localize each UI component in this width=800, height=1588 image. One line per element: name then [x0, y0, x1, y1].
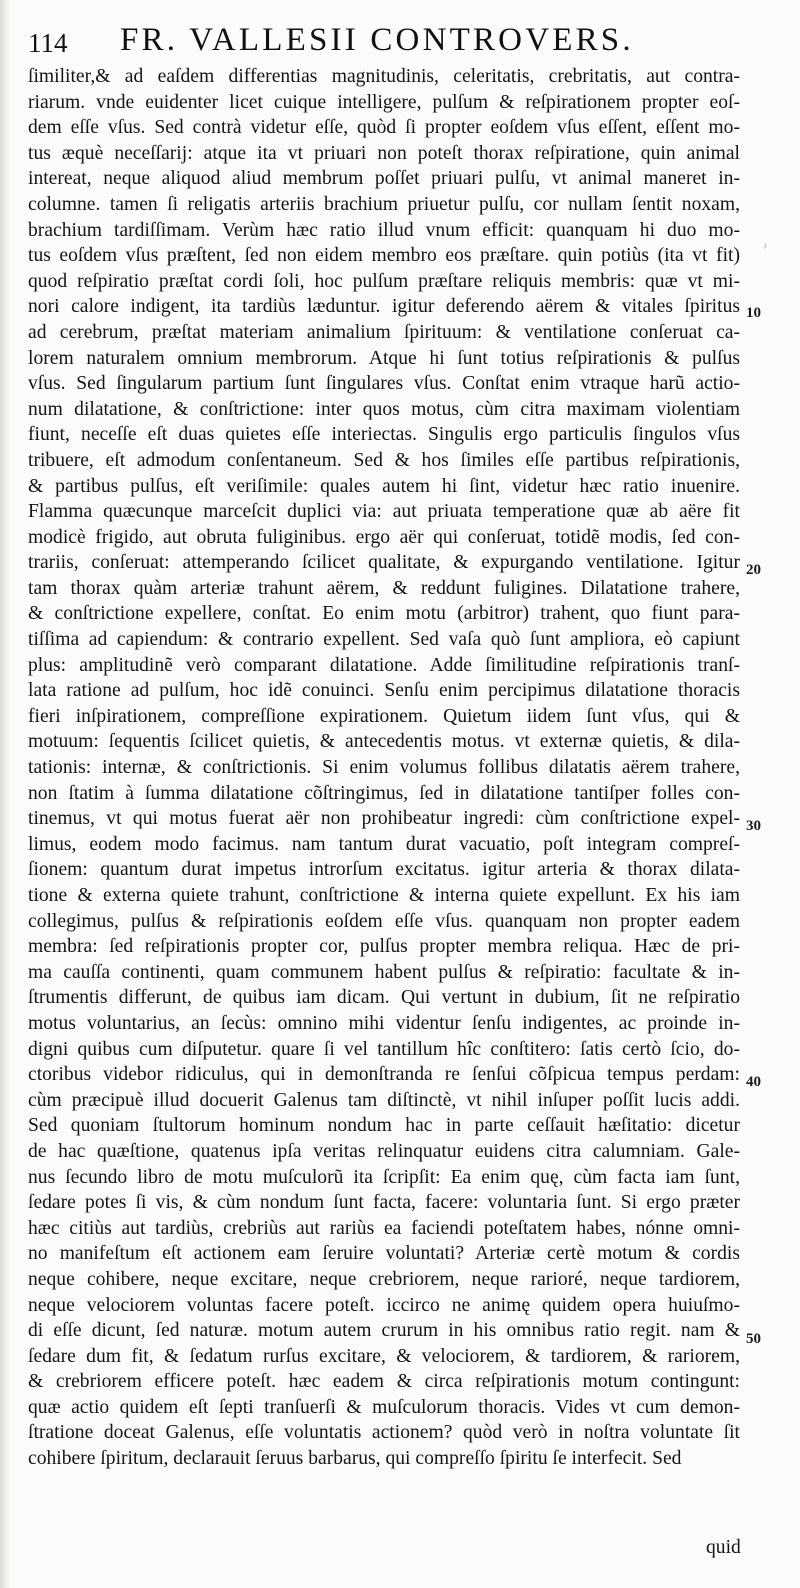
text-line: ſimiliter,& ad eaſdem differentias magnitudinis, celeritatis, crebritatis, aut contra-	[28, 66, 740, 87]
text-line: motuum: ſequentis ſcilicet quietis, & antecedentis motus. vt externæ quietis, & dila-	[28, 731, 740, 753]
text-line: ſionem: quantum durat impetus introrſum excitatus. igitur arteria & thorax dilata-	[28, 859, 740, 881]
text-line: plus: amplitudinẽ verò comparant dilatatione. Adde ſimilitudine reſpirationis tranſ-	[28, 654, 740, 676]
text-line: ſtratione doceat Galenus, eſſe voluntatis actionem? quòd verò in noſtra voluntate ſit	[28, 1422, 740, 1444]
text-line: ad cerebrum, præſtat materiam animalium ſpirituum: & ventilatione conſeruat ca-	[28, 321, 740, 343]
text-line: vſus. Sed ſingularum partium ſunt ſingulares vſus. Conſtat enim vtraque harũ actio-	[28, 373, 740, 395]
text-line: hæc citiùs aut tardiùs, crebriùs aut rariùs ea faciendi poteſtatem habes, nónne omni-	[28, 1217, 740, 1239]
text-line: dem eſſe vſus. Sed contrà videtur eſſe, quòd ſi propter eoſdem vſus eſſent, eſſent mo-	[28, 117, 740, 139]
text-line: neque velociorem voluntas facere poteſt. iccirco ne animę quidem opera huiuſmo-	[28, 1294, 740, 1316]
text-line: tationis: internæ, & conſtrictionis. Si enim volumus follibus dilatatis aërem trahere,	[28, 757, 740, 779]
text-line: quod reſpiratio præſtat cordi ſoli, hoc pulſum præſtare reliquis membris: quæ vt mi-	[28, 270, 740, 292]
text-line: de hac quæſtione, quatenus ipſa veritas relinquatur euidens citra calumniam. Gale-	[28, 1140, 740, 1162]
text-line: tinemus, vt qui motus fuerat aër non prohibeatur ingredi: cùm conſtrictione expel-	[28, 808, 740, 830]
line-number-marker: 30	[746, 818, 761, 834]
text-line: fieri inſpirationem, compreſſione expirationem. Quietum iidem ſunt vſus, qui &	[28, 705, 740, 727]
text-line: fiunt, neceſſe eſt duas quietes eſſe interiectas. Singulis ergo particulis ſingulos vſus	[28, 424, 740, 446]
text-line: cùm præcipuè illud docuerit Galenus tam diſtinctè, vt nihil inſuper poſſit lucis addi.	[28, 1089, 740, 1111]
text-line: motus voluntarius, an ſecùs: omnino mihi videntur ſenſu indigentes, ac proinde in-	[28, 1012, 740, 1034]
text-line: modicè frigido, aut obruta fuliginibus. ergo aër qui conſeruat, totidẽ modis, ſed con-	[28, 526, 740, 548]
text-line: tam thorax quàm arteriæ trahunt aërem, & reddunt fuligines. Dilatatione trahere,	[28, 577, 740, 599]
text-line: cohibere ſpiritum, declarauit ſeruus barbarus, qui compreſſo ſpiritu ſe interfecit. Sed	[28, 1448, 682, 1470]
text-line: num dilatatione, & conſtrictione: inter quos motus, cùm citra maximam violentiam	[28, 398, 740, 420]
text-line: digni quibus cum diſputetur. quare ſi vel tantillum hîc conſtitero: ſatis certò ſcio, do-	[28, 1038, 740, 1060]
text-line: brachium tardiſſimam. Verùm hæc ratio illud vnum efficit: quanquam hi duo mo-	[28, 219, 740, 241]
text-line: tiſſima ad capiendum: & contrario expellent. Sed vaſa quò ſunt ampliora, eò capiunt	[28, 629, 740, 651]
text-line: lorem naturalem omnium membrorum. Atque hi ſunt totius reſpirationis & pulſus	[28, 347, 740, 369]
text-line: non ſtatim à ſumma dilatatione cõſtringimus, ſed in dilatatione tantiſper folles con-	[28, 782, 740, 804]
text-line: collegimus, pulſus & reſpirationis eoſdem eſſe vſus. quanquam non propter eadem	[28, 910, 740, 932]
text-line: Sed quoniam ſtultorum hominum nondum hac in parte ceſſauit hæſitatio: dicetur	[28, 1115, 740, 1137]
line-number-marker: 40	[746, 1074, 761, 1090]
margin-speck: ˀ	[764, 243, 767, 254]
running-title: FR. VALLESII CONTROVERS.	[120, 22, 634, 58]
line-number-marker: 10	[746, 305, 761, 321]
text-line: intereat, neque aliquod aliud membrum poſſet priuari pulſu, vt animal maneret in-	[28, 168, 740, 190]
text-line: ſedare dum fit, & ſedatum rurſus excitare, & velociorem, & tardiorem, & rariorem,	[28, 1345, 740, 1367]
text-line: tribuere, eſt admodum conſentaneum. Sed & hos ſimiles eſſe partibus reſpirationis,	[28, 449, 740, 471]
text-line: riarum. vnde euidenter licet cuique intelligere, pulſum & reſpirationem propter eoſ-	[28, 91, 740, 113]
text-line: columne. tamen ſi religatis arteriis brachium priuetur pulſu, cor nullam ſentit noxam,	[28, 193, 740, 215]
text-line: limus, eodem modo facimus. nam tantum durat vacuatio, poſt integram compreſ-	[28, 833, 740, 855]
text-line: tus æquè neceſſarij: atque ita vt priuari non poteſt thorax reſpiratione, quin animal	[28, 142, 740, 164]
text-line: & conſtrictione expellere, conſtat. Eo enim motu (arbitror) trahent, quo fiunt para-	[28, 603, 740, 625]
body-text	[28, 64, 740, 1472]
text-line: ſedare potes ſi vis, & cùm nondum ſunt facta, facere: voluntaria ſunt. Si ergo præter	[28, 1192, 740, 1214]
catchword: quid	[706, 1537, 741, 1558]
text-line: tione & externa quiete trahunt, conſtrictione & interna quiete expellunt. Ex his iam	[28, 885, 740, 906]
line-number-marker: 20	[746, 562, 761, 578]
text-line: membra: ſed reſpirationis propter cor, pulſus propter membra reliqua. Hæc de pri-	[28, 936, 740, 958]
text-line: & crebriorem efficere poteſt. hæc eadem & circa reſpirationis motum contingunt:	[28, 1371, 740, 1393]
text-line: tus eoſdem vſus præſtent, ſed non eidem membro eos præſtare. quin potiùs (ita vt fit)	[28, 245, 740, 267]
text-line: di eſſe dicunt, ſed naturæ. motum autem crurum in his omnibus ratio regit. nam &	[28, 1320, 740, 1342]
text-line: ctoribus videbor ridiculus, qui in demonſtranda re ſenſui cõſpicua tempus perdam:	[28, 1064, 740, 1086]
text-line: & partibus pulſus, eſt veriſimile: quales autem hi ſint, videtur hæc ratio inuenire.	[28, 475, 740, 497]
text-line: no manifeſtum eſt actionem eam ſeruire voluntati? Arteriæ certè motum & cordis	[28, 1243, 740, 1265]
running-head	[28, 22, 748, 62]
text-line: nus ſecundo libro de motu muſculorũ ita ſcripſit: Ea enim quę, cùm facta iam ſunt,	[28, 1166, 740, 1188]
page-number: 114	[28, 28, 68, 58]
text-line: trariis, conſeruat: attemperando ſcilicet qualitate, & expurgando ventilatione. Igitur	[28, 552, 740, 574]
text-line: neque cohibere, neque excitare, neque crebriorem, neque rarioré, neque tardiorem,	[28, 1268, 740, 1290]
text-line: lata ratione ad pulſum, hoc idẽ conuinci. Senſu enim percipimus dilatatione thoracis	[28, 680, 740, 702]
line-number-marker: 50	[746, 1331, 761, 1347]
text-line: Flamma quæcunque marceſcit duplici via: aut priuata temperatione quæ ab aëre fit	[28, 501, 740, 523]
text-line: ſtrumentis differunt, de quibus iam dicam. Qui vertunt in dubium, ſit ne reſpiratio	[28, 987, 740, 1009]
text-line: quæ actio quidem eſt ſepti tranſuerſi & muſculorum thoracis. Vides vt cum demon-	[28, 1396, 740, 1418]
text-line: ma cauſſa continenti, quam communem habent pulſus & reſpiratio: facultate & in-	[28, 961, 740, 983]
text-line: nori calore indigent, ita tardiùs læduntur. igitur deferendo aërem & vitales ſpiritus	[28, 296, 740, 318]
